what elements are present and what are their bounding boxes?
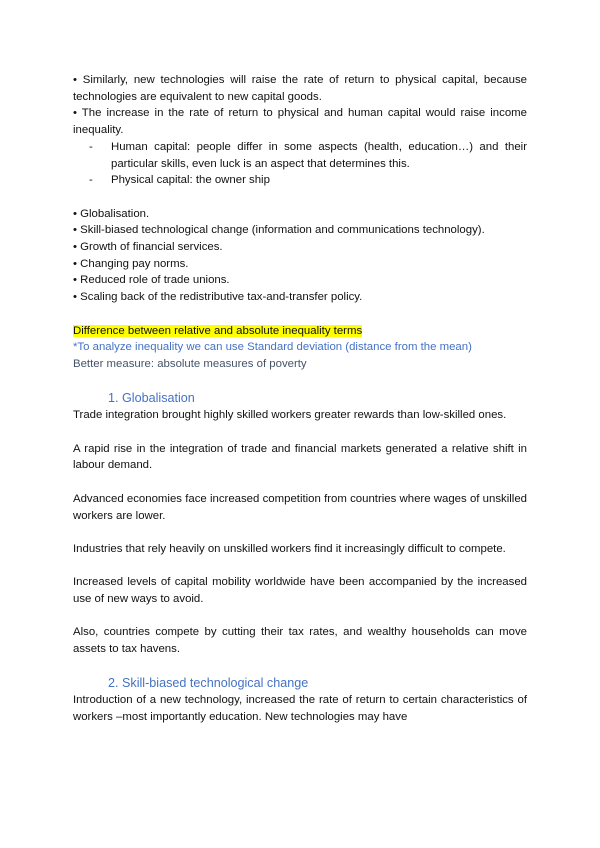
- dash-marker: -: [89, 140, 93, 153]
- spacer: [73, 189, 527, 206]
- paragraph: Increased levels of capital mobility worldwide have been accompanied by the increased use of new ways to avoid.: [73, 576, 527, 605]
- dash-marker: -: [89, 174, 93, 187]
- section-heading-globalisation: 1. Globalisation: [108, 391, 195, 406]
- spacer: [73, 474, 527, 491]
- spacer: [73, 306, 527, 323]
- spacer: [73, 524, 527, 541]
- paragraph: A rapid rise in the integration of trade and financial markets generated a relative shift in labour demand.: [73, 442, 527, 472]
- spacer: [73, 373, 527, 390]
- sub-item-text: Human capital: people differ in some aspects (health, education…) and their particular skills, even luck is an aspect that determines this.: [111, 140, 527, 170]
- spacer: [73, 424, 527, 441]
- list-item: • Reduced role of trade unions.: [73, 274, 230, 287]
- spacer: [73, 558, 527, 575]
- paragraph: Industries that rely heavily on unskilled workers find it increasingly difficult to compete.: [73, 542, 506, 555]
- list-item: • Globalisation.: [73, 207, 150, 220]
- document-body: [73, 72, 527, 726]
- highlight-text: Difference between relative and absolute inequality terms: [73, 324, 363, 337]
- bullet-technology-return: • Similarly, new technologies will raise the rate of return to physical capital, because technologies are equivalent to new capital goods.: [73, 74, 527, 103]
- list-item: • Changing pay norms.: [73, 257, 189, 270]
- paragraph: Also, countries compete by cutting their tax rates, and wealthy households can move assets to tax havens.: [73, 626, 527, 656]
- bullet-capital-inequality: • The increase in the rate of return to physical and human capital would raise income inequality.: [73, 107, 527, 137]
- paragraph: Advanced economies face increased competition from countries where wages of unskilled workers are lower.: [73, 492, 527, 522]
- sub-item-text: Physical capital: the owner ship: [111, 174, 270, 187]
- list-item: • Growth of financial services.: [73, 241, 223, 254]
- standard-deviation-note: *To analyze inequality we can use Standard deviation (distance from the mean): [73, 341, 472, 354]
- better-measure-note: Better measure: absolute measures of poverty: [73, 357, 307, 370]
- list-item: • Scaling back of the redistributive tax-and-transfer policy.: [73, 291, 363, 304]
- spacer: [73, 608, 527, 625]
- sub-item-physical-capital: [89, 172, 527, 189]
- list-item: • Skill-biased technological change (information and communications technology).: [73, 224, 485, 237]
- paragraph: Introduction of a new technology, increased the rate of return to certain characteristics of workers –most importantly education. New technologies may have: [73, 694, 527, 724]
- sub-item-human-capital: [89, 139, 527, 172]
- causes-list: [73, 206, 527, 306]
- paragraph: Trade integration brought highly skilled workers greater rewards than low-skilled ones.: [73, 409, 507, 422]
- section-heading-skill-biased: 2. Skill-biased technological change: [108, 676, 309, 691]
- spacer: [73, 658, 527, 675]
- highlighted-note: [73, 323, 527, 340]
